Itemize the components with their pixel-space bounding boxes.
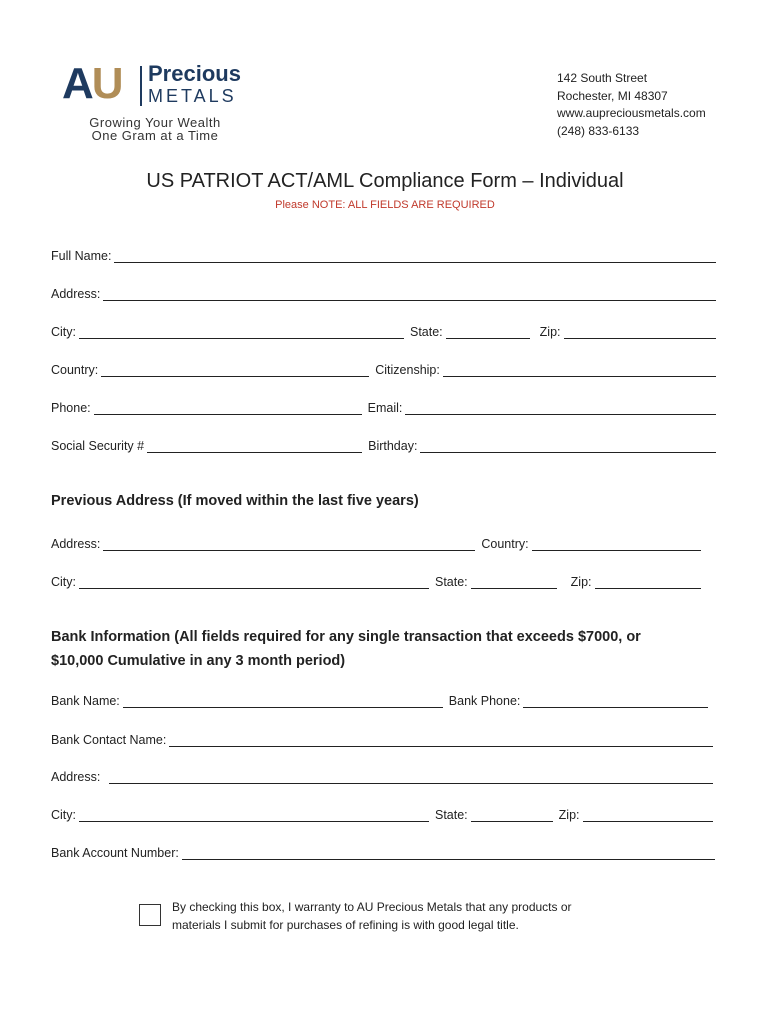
bank-heading-line-1: Bank Information (All fields required for any single transaction that exceeds $7000, or: [51, 629, 641, 645]
logo-monogram-u: U: [91, 59, 122, 108]
warranty-text: [172, 898, 612, 934]
previous-address-heading: Previous Address (If moved within the last five years): [51, 493, 419, 509]
required-note: Please NOTE: ALL FIELDS ARE REQUIRED: [275, 199, 495, 211]
prev-country-label: Country:: [481, 537, 529, 551]
prev-country-field[interactable]: [532, 537, 701, 551]
bank-contact-row: [51, 727, 713, 747]
logo-metals-text: METALS: [148, 86, 237, 106]
email-field[interactable]: [405, 401, 716, 415]
birthday-field[interactable]: [420, 439, 716, 453]
bank-address-field[interactable]: [109, 770, 713, 784]
state-label: State:: [410, 325, 443, 339]
country-field[interactable]: [101, 363, 369, 377]
city-label: City:: [51, 325, 76, 339]
contact-city: Rochester, MI 48307: [557, 88, 668, 103]
bank-name-label: Bank Name:: [51, 694, 120, 708]
bank-account-row: [51, 840, 715, 860]
full-name-row: [51, 243, 716, 263]
bank-account-label: Bank Account Number:: [51, 846, 179, 860]
ssn-label: Social Security #: [51, 439, 145, 453]
email-label: Email:: [367, 401, 403, 415]
bank-zip-label: Zip:: [558, 808, 580, 822]
bank-city-label: City:: [51, 808, 76, 822]
citizenship-label: Citizenship:: [375, 363, 440, 377]
address-row: [51, 281, 716, 301]
bank-phone-field[interactable]: [523, 694, 708, 708]
contact-block: [557, 70, 706, 140]
state-field[interactable]: [446, 325, 530, 339]
phone-field[interactable]: [94, 401, 362, 415]
logo-divider: [140, 66, 142, 106]
tagline-line-1: Growing Your Wealth: [89, 115, 221, 130]
zip-label: Zip:: [539, 325, 561, 339]
phone-email-row: [51, 395, 716, 415]
zip-field[interactable]: [564, 325, 716, 339]
bank-contact-field[interactable]: [169, 733, 713, 747]
prev-zip-label: Zip:: [570, 575, 592, 589]
country-label: Country:: [51, 363, 99, 377]
bank-zip-field[interactable]: [583, 808, 713, 822]
prev-state-label: State:: [435, 575, 468, 589]
logo-monogram-a: A: [62, 59, 92, 108]
form-title: US PATRIOT ACT/AML Compliance Form – Individual: [146, 170, 624, 192]
company-logo: [62, 59, 252, 144]
phone-label: Phone:: [51, 401, 91, 415]
bank-city-field[interactable]: [79, 808, 429, 822]
prev-city-label: City:: [51, 575, 76, 589]
bank-info-heading: [51, 625, 731, 673]
prev-state-field[interactable]: [471, 575, 557, 589]
prev-address-label: Address:: [51, 537, 101, 551]
bank-address-label: Address:: [51, 770, 101, 784]
logo-tagline: [80, 116, 230, 142]
bank-address-row: [51, 764, 713, 784]
contact-street: 142 South Street: [557, 71, 648, 85]
contact-phone: (248) 833-6133: [557, 123, 640, 138]
country-citizenship-row: [51, 357, 716, 377]
warranty-line-1: By checking this box, I warranty to AU Precious Metals that any products or: [172, 900, 572, 914]
full-name-field[interactable]: [114, 249, 716, 263]
bank-city-state-zip-row: [51, 802, 713, 822]
ssn-field[interactable]: [147, 439, 362, 453]
prev-zip-field[interactable]: [595, 575, 701, 589]
citizenship-field[interactable]: [443, 363, 716, 377]
bank-name-field[interactable]: [123, 694, 443, 708]
bank-account-field[interactable]: [182, 846, 715, 860]
address-field[interactable]: [103, 287, 716, 301]
prev-city-field[interactable]: [79, 575, 429, 589]
bank-phone-label: Bank Phone:: [448, 694, 521, 708]
warranty-checkbox[interactable]: [139, 904, 161, 926]
prev-address-field[interactable]: [103, 537, 475, 551]
contact-website: www.aupreciousmetals.com: [557, 106, 706, 120]
logo-monogram: [62, 59, 122, 108]
bank-state-label: State:: [435, 808, 468, 822]
prev-address-country-row: [51, 531, 701, 551]
prev-city-state-zip-row: [51, 569, 701, 589]
birthday-label: Birthday:: [368, 439, 418, 453]
city-state-zip-row: [51, 319, 716, 339]
ssn-birthday-row: [51, 433, 716, 453]
city-field[interactable]: [79, 325, 404, 339]
full-name-label: Full Name:: [51, 249, 112, 263]
warranty-line-2: materials I submit for purchases of refining is with good legal title.: [172, 918, 519, 932]
bank-state-field[interactable]: [471, 808, 553, 822]
address-label: Address:: [51, 287, 101, 301]
logo-precious-text: Precious: [148, 61, 241, 86]
bank-name-phone-row: [51, 688, 708, 708]
tagline-line-2: One Gram at a Time: [91, 128, 219, 143]
bank-heading-line-2: $10,000 Cumulative in any 3 month period): [51, 653, 346, 669]
bank-contact-label: Bank Contact Name:: [51, 733, 167, 747]
